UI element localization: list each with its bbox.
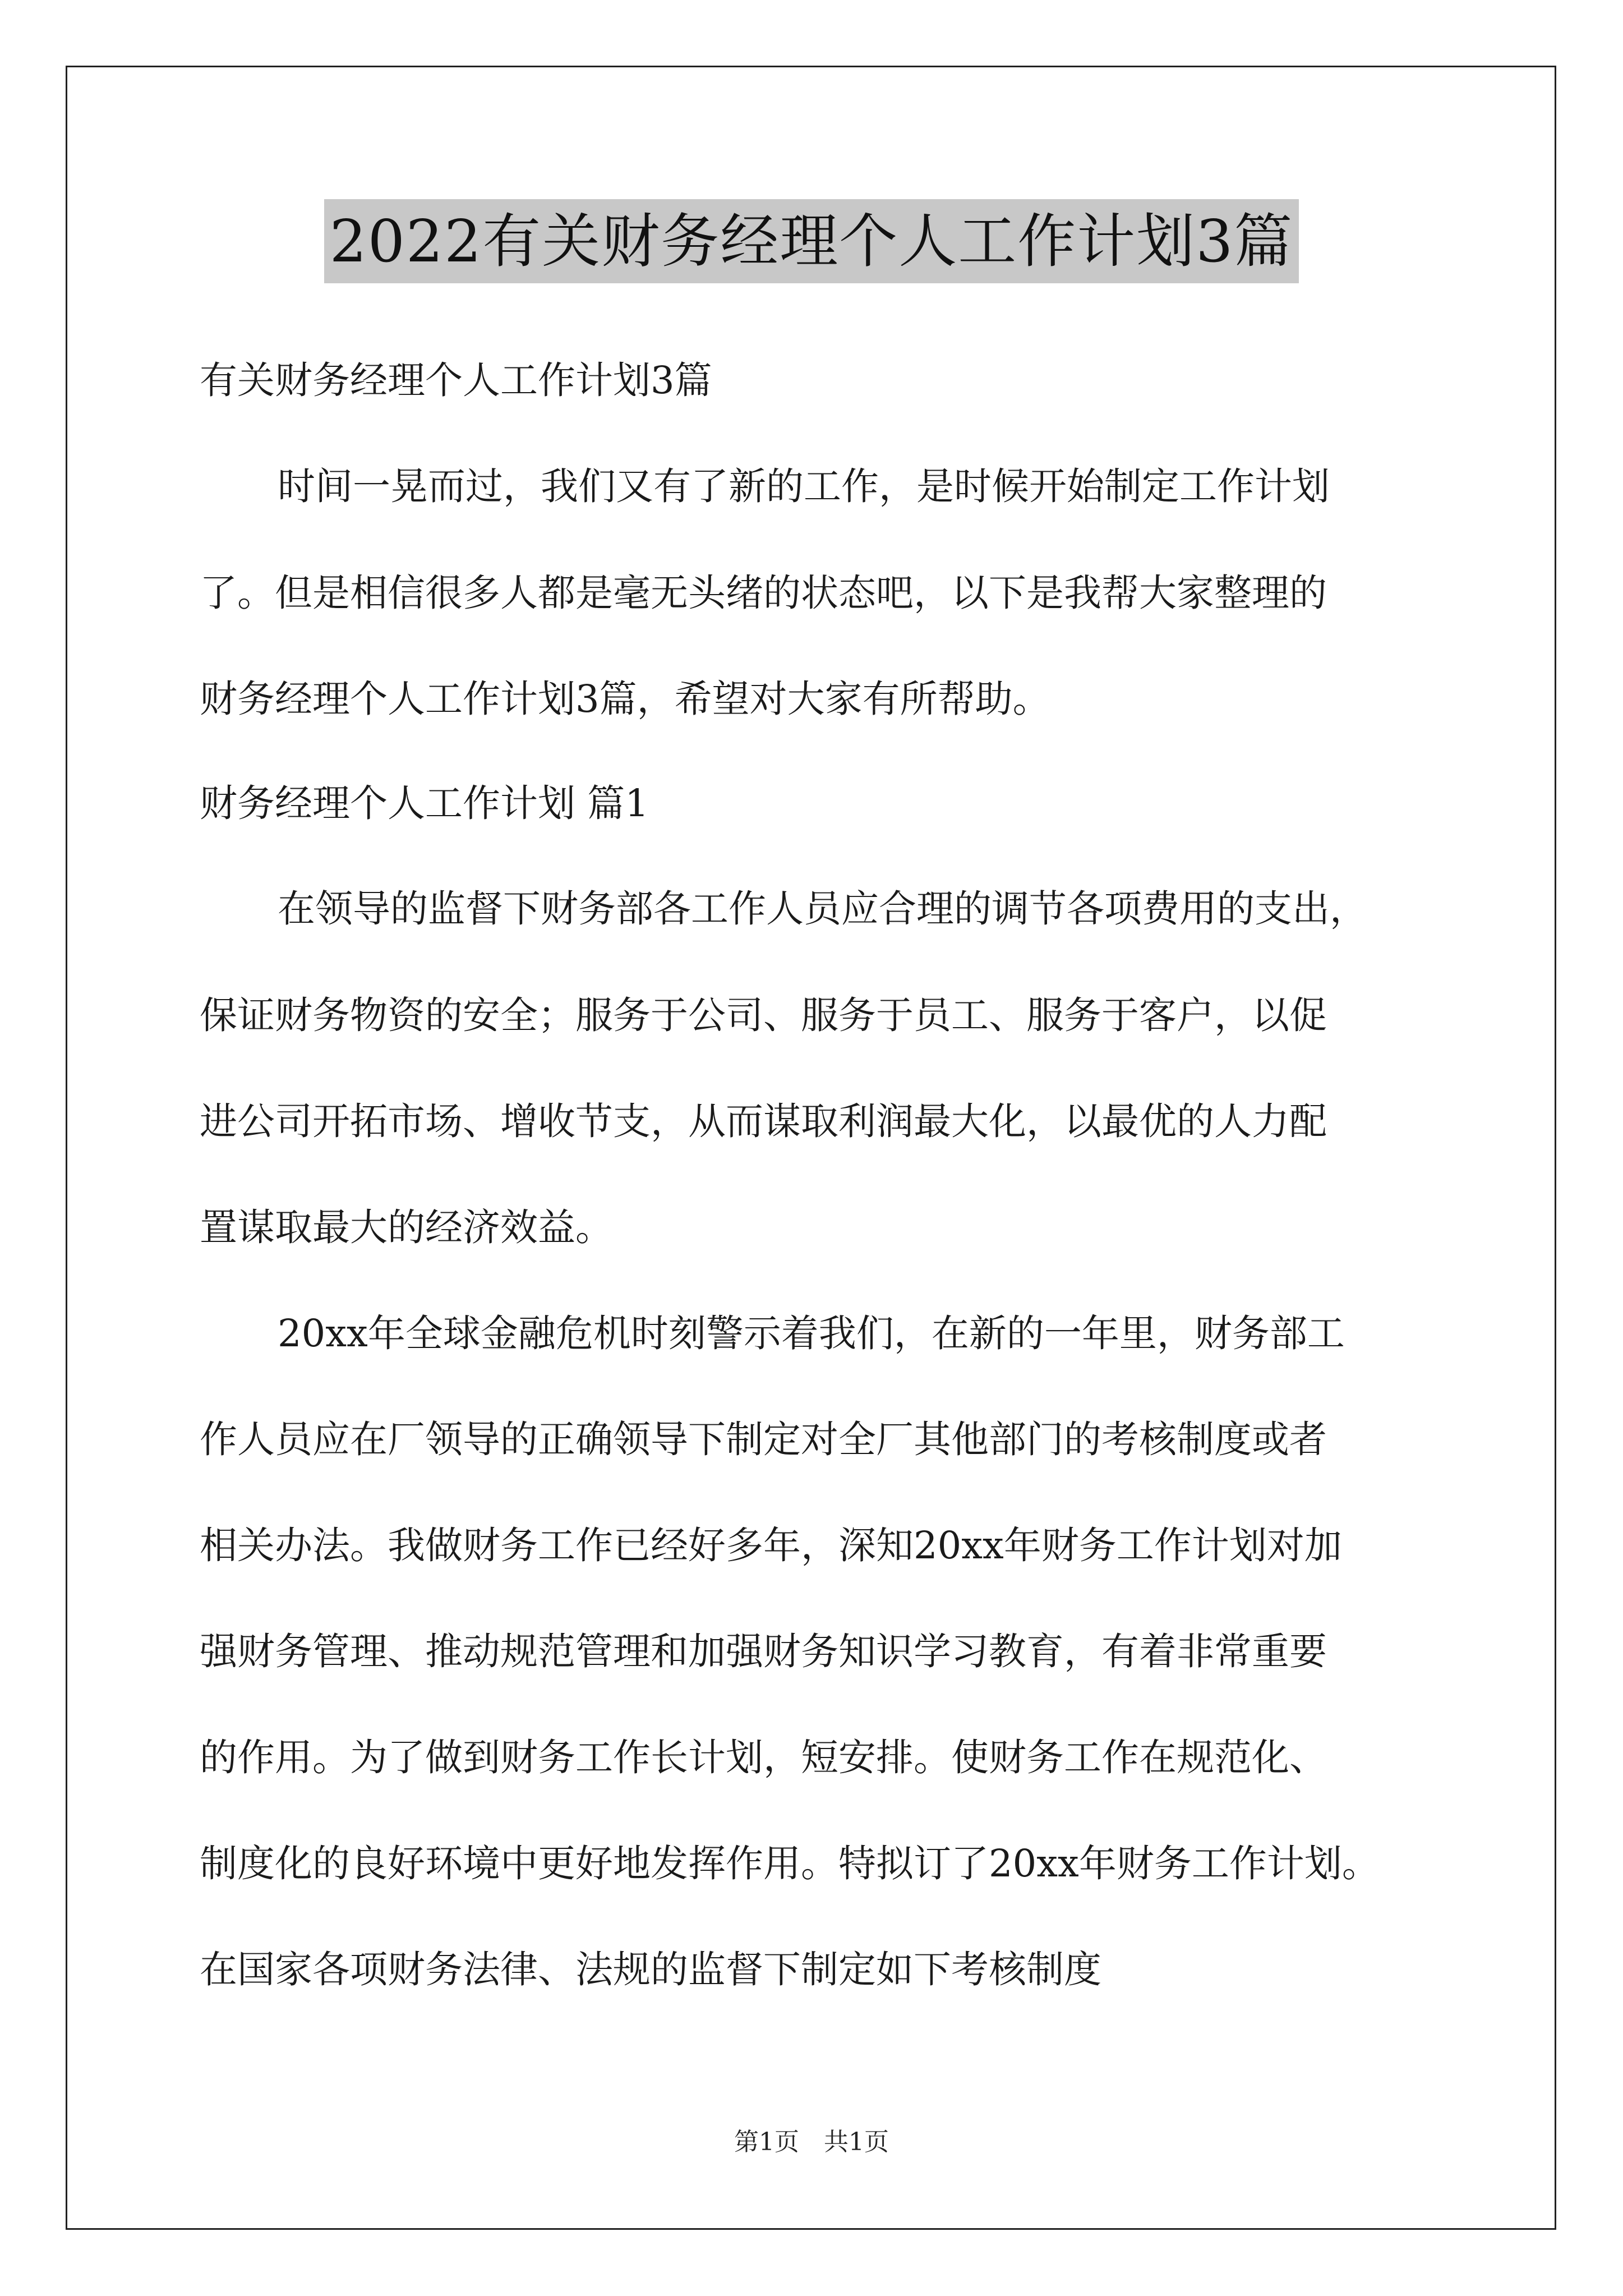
- para2-line-5: 的作用。为了做到财务工作长计划，短安排。使财务工作在规范化、: [200, 1736, 1327, 1779]
- document-title: 2022有关财务经理个人工作计划3篇: [324, 199, 1299, 283]
- subtitle: 有关财务经理个人工作计划3篇: [200, 358, 712, 402]
- intro-line-2: 了。但是相信很多人都是毫无头绪的状态吧，以下是我帮大家整理的: [200, 571, 1327, 615]
- para2-line-2: 作人员应在厂领导的正确领导下制定对全厂其他部门的考核制度或者: [200, 1418, 1327, 1461]
- para2-line-7: 在国家各项财务法律、法规的监督下制定如下考核制度: [200, 1948, 1101, 1991]
- para2-line-3: 相关办法。我做财务工作已经好多年，深知20xx年财务工作计划对加: [200, 1524, 1342, 1567]
- intro-line-3: 财务经理个人工作计划3篇，希望对大家有所帮助。: [200, 677, 1050, 721]
- page-footer: 第1页 共1页: [734, 2128, 889, 2156]
- para2-line-4: 强财务管理、推动规范管理和加强财务知识学习教育，有着非常重要: [200, 1630, 1327, 1673]
- intro-line-1: 时间一晃而过，我们又有了新的工作，是时候开始制定工作计划: [278, 464, 1330, 508]
- para1-line-2: 保证财务物资的安全；服务于公司、服务于员工、服务于客户，以促: [200, 993, 1327, 1037]
- para2-line-6: 制度化的良好环境中更好地发挥作用。特拟订了20xx年财务工作计划。: [200, 1842, 1380, 1885]
- para1-line-3: 进公司开拓市场、增收节支，从而谋取利润最大化，以最优的人力配: [200, 1099, 1327, 1143]
- para1-line-4: 置谋取最大的经济效益。: [200, 1205, 613, 1249]
- para2-line-1: 20xx年全球金融危机时刻警示着我们，在新的一年里，财务部工: [278, 1312, 1345, 1355]
- title-container: [0, 199, 1623, 283]
- section-heading: 财务经理个人工作计划 篇1: [200, 781, 649, 825]
- para1-line-1: 在领导的监督下财务部各工作人员应合理的调节各项费用的支出，: [278, 887, 1367, 931]
